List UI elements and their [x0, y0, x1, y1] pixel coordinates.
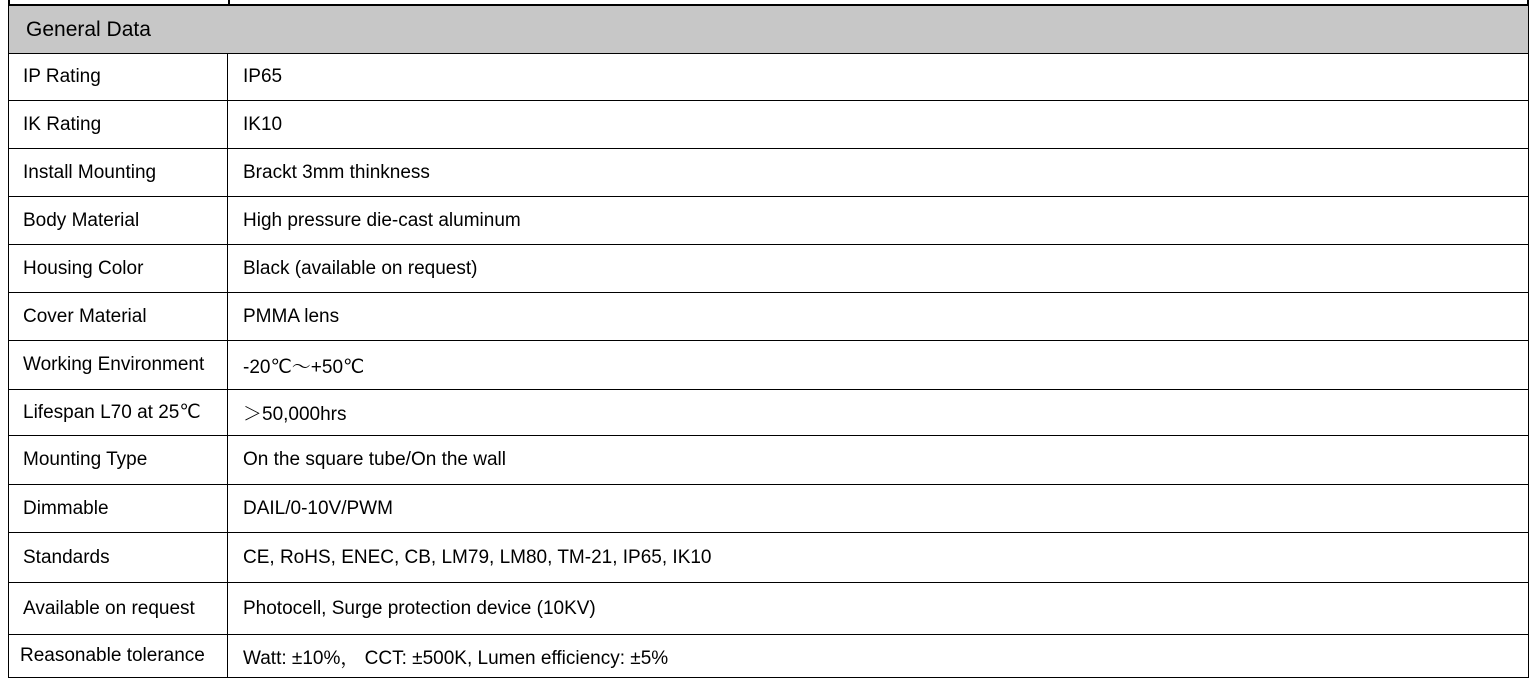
- table-row: [9, 197, 1529, 245]
- table-row: [9, 583, 1529, 635]
- spec-value: ＞50,000hrs: [228, 390, 1529, 436]
- section-header-row: [9, 5, 1529, 54]
- spec-label: Housing Color: [9, 245, 228, 293]
- spec-label: Body Material: [9, 197, 228, 245]
- spec-value: IK10: [228, 101, 1529, 149]
- table-row: [9, 635, 1529, 678]
- spec-value: CE, RoHS, ENEC, CB, LM79, LM80, TM-21, IP65, IK10: [228, 533, 1529, 583]
- table-row: [9, 293, 1529, 341]
- spec-value: Brackt 3mm thinkness: [228, 149, 1529, 197]
- spec-value: High pressure die-cast aluminum: [228, 197, 1529, 245]
- spec-label: Dimmable: [9, 485, 228, 533]
- spec-label: Lifespan L70 at 25℃: [9, 390, 228, 436]
- table-row: [9, 54, 1529, 101]
- spec-value: -20℃～+50℃: [228, 341, 1529, 390]
- spec-value: Watt: ±10%， CCT: ±500K, Lumen efficiency: ±5%: [228, 635, 1529, 678]
- table-row: [9, 390, 1529, 436]
- spec-label: Install Mounting: [9, 149, 228, 197]
- general-data-table: [8, 4, 1529, 678]
- spec-label: Available on request: [9, 583, 228, 635]
- table-row: [9, 533, 1529, 583]
- section-title: General Data: [9, 5, 1529, 54]
- spec-label: Standards: [9, 533, 228, 583]
- spec-value: IP65: [228, 54, 1529, 101]
- spec-label: Reasonable tolerance: [9, 635, 228, 678]
- spec-value: PMMA lens: [228, 293, 1529, 341]
- table-row: [9, 341, 1529, 390]
- spec-value: DAIL/0-10V/PWM: [228, 485, 1529, 533]
- spec-label: IP Rating: [9, 54, 228, 101]
- spec-label: Cover Material: [9, 293, 228, 341]
- table-row: [9, 485, 1529, 533]
- spec-value: On the square tube/On the wall: [228, 436, 1529, 485]
- spec-label: Working Environment: [9, 341, 228, 390]
- spec-value: Black (available on request): [228, 245, 1529, 293]
- table-row: [9, 101, 1529, 149]
- table-row: [9, 245, 1529, 293]
- table-row: [9, 149, 1529, 197]
- spec-value: Photocell, Surge protection device (10KV): [228, 583, 1529, 635]
- spec-label: Mounting Type: [9, 436, 228, 485]
- spec-label: IK Rating: [9, 101, 228, 149]
- table-row: [9, 436, 1529, 485]
